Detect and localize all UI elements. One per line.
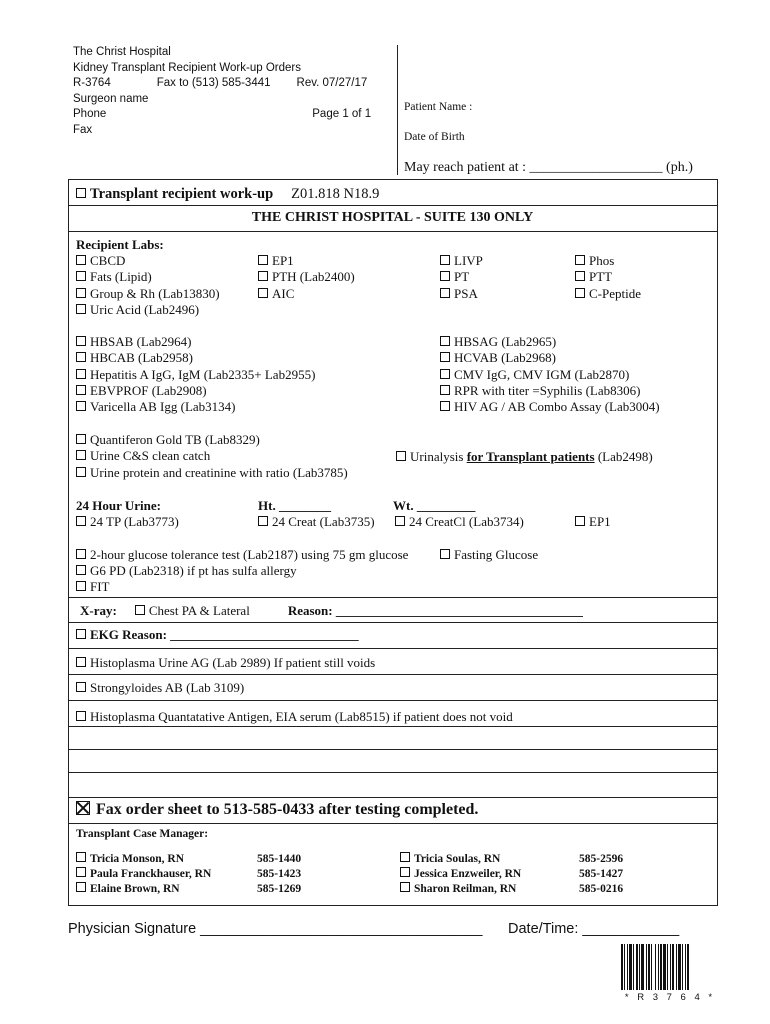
lab-label: CBCD: [90, 253, 126, 268]
dob-label[interactable]: Date of Birth: [404, 131, 465, 143]
date-time-field[interactable]: Date/Time: ____________: [508, 921, 680, 937]
list-item[interactable]: [76, 253, 220, 269]
labs-col-1: [76, 253, 220, 318]
row-divider: [68, 205, 717, 206]
lab-label: EP1: [589, 514, 611, 529]
lab-label: Urinalysis: [410, 449, 467, 464]
checkbox[interactable]: [396, 451, 406, 461]
lab-label: C-Peptide: [589, 285, 641, 301]
checkbox[interactable]: [76, 852, 86, 862]
lab-label: RPR with titer =Syphilis (Lab8306): [454, 382, 641, 398]
lab-label: PTH (Lab2400): [272, 269, 355, 285]
list-item[interactable]: [76, 302, 220, 318]
reach-patient-field[interactable]: May reach patient at : ___________________ (ph.): [404, 160, 693, 175]
barcode-bar: [667, 944, 668, 990]
checkbox[interactable]: [258, 516, 268, 526]
case-manager-left: [76, 852, 211, 897]
form-header: [73, 45, 371, 138]
ekg-row[interactable]: [76, 627, 359, 643]
lab-label: 24 Creat (Lab3735): [272, 514, 375, 529]
list-item[interactable]: [76, 383, 315, 399]
manager-phone: 585-2596: [579, 853, 624, 865]
checkbox[interactable]: [440, 336, 450, 346]
checkbox[interactable]: [400, 882, 410, 892]
checkbox[interactable]: [76, 549, 86, 559]
case-manager-right: [400, 852, 521, 897]
lab-label: AIC: [272, 285, 295, 301]
barcode-text: * R 3 7 6 4 *: [624, 992, 716, 1003]
list-item[interactable]: [440, 367, 660, 383]
lab-label: PSA: [454, 285, 478, 301]
suite-heading: THE CHRIST HOSPITAL - SUITE 130 ONLY: [251, 210, 534, 225]
serology-right: [440, 334, 660, 415]
list-item[interactable]: [258, 269, 355, 285]
checkbox[interactable]: [440, 255, 450, 265]
misc-labs: [76, 432, 348, 481]
physician-signature-field[interactable]: Physician Signature ___________________________________: [68, 921, 483, 937]
checkbox[interactable]: [76, 434, 86, 444]
list-item[interactable]: [395, 514, 524, 530]
row-divider: [68, 749, 717, 750]
checkbox[interactable]: [440, 549, 450, 559]
checkbox[interactable]: [575, 288, 585, 298]
lab-label: 2-hour glucose tolerance test (Lab2187) using 75 gm glucose: [90, 547, 409, 562]
lab-label: Strongyloides AB (Lab 3109): [90, 680, 245, 695]
lab-label-emphasis: for Transplant patients: [466, 449, 595, 464]
list-item[interactable]: [76, 399, 315, 415]
checkbox[interactable]: [135, 605, 145, 615]
ekg-label: EKG Reason:: [90, 627, 171, 642]
checkbox[interactable]: [76, 657, 86, 667]
row-divider: [68, 648, 717, 649]
barcode-bar: [648, 944, 650, 990]
list-item[interactable]: [575, 286, 641, 302]
list-item[interactable]: [76, 432, 348, 448]
barcode-bar: [621, 944, 623, 990]
xray-row: [80, 603, 583, 619]
form-number: R-3764: [73, 77, 111, 89]
checkbox[interactable]: [76, 581, 86, 591]
lab-label: CMV IgG, CMV IGM (Lab2870): [454, 366, 630, 382]
barcode-bar: [658, 944, 659, 990]
manager-phone: 585-1269: [257, 883, 302, 895]
checkbox[interactable]: [575, 255, 585, 265]
list-item[interactable]: [400, 882, 521, 897]
case-manager-left-phones: [257, 852, 301, 897]
checkbox[interactable]: [76, 188, 86, 198]
lab-label: Phos: [589, 253, 615, 268]
fax-label: Fax: [73, 123, 93, 136]
checkbox[interactable]: [395, 516, 405, 526]
checkbox[interactable]: [258, 288, 268, 298]
lab-label: G6 PD (Lab2318) if pt has sulfa allergy: [90, 563, 297, 578]
fax-order-label: Fax order sheet to 513-585-0433 after testing completed.: [96, 801, 479, 818]
checkbox[interactable]: [76, 516, 86, 526]
barcode-bar: [670, 944, 671, 990]
row-divider: [68, 674, 717, 675]
lab-label: Histoplasma Urine AG (Lab 2989) If patient still voids: [90, 655, 376, 670]
checkbox[interactable]: [76, 629, 86, 639]
list-item[interactable]: [76, 465, 348, 481]
list-item[interactable]: [76, 286, 220, 302]
checkbox[interactable]: [76, 565, 86, 575]
list-item[interactable]: [440, 399, 660, 415]
list-item[interactable]: [76, 547, 408, 563]
form-title: Kidney Transplant Recipient Work-up Orders: [73, 61, 301, 74]
labs-col-4: [575, 253, 641, 302]
barcode-bar: [636, 944, 638, 990]
checkbox[interactable]: [76, 385, 86, 395]
labs-col-3: [440, 253, 483, 302]
lab-label: Urine protein and creatinine with ratio (Lab3785): [90, 464, 348, 480]
list-item[interactable]: [258, 253, 355, 269]
row-divider: [68, 700, 717, 701]
fax-order-row[interactable]: [76, 801, 478, 819]
barcode-bar: [639, 944, 640, 990]
hospital-name: The Christ Hospital: [73, 46, 171, 58]
lab-label: HCVAB (Lab2968): [454, 350, 556, 366]
lab-label: Group & Rh (Lab13830): [90, 285, 220, 301]
list-item[interactable]: [400, 852, 521, 867]
lab-label: 24 TP (Lab3773): [90, 514, 179, 529]
list-item[interactable]: [400, 867, 521, 882]
xray-reason-field[interactable]: Reason: ______________________________________: [287, 603, 583, 618]
list-item[interactable]: [76, 882, 211, 897]
manager-name: Tricia Soulas, RN: [414, 853, 501, 865]
list-item[interactable]: [76, 334, 315, 350]
ekg-reason-field[interactable]: _____________________________: [170, 627, 359, 642]
lab-label: PTT: [589, 269, 613, 285]
manager-name: Sharon Reilman, RN: [414, 883, 517, 895]
lab-label: LIVP: [454, 253, 483, 268]
checkbox[interactable]: [575, 516, 585, 526]
lab-label: Fasting Glucose: [454, 547, 539, 562]
list-item[interactable]: [440, 383, 660, 399]
barcode-bar: [676, 944, 677, 990]
barcode-bar: [663, 944, 666, 990]
patient-name-label[interactable]: Patient Name :: [404, 101, 473, 113]
barcode-bar: [660, 944, 662, 990]
urinalysis-item[interactable]: [396, 449, 653, 465]
lab-label: EP1: [272, 253, 294, 268]
checkbox[interactable]: [575, 271, 585, 281]
list-item[interactable]: [258, 286, 355, 302]
checkbox[interactable]: [440, 352, 450, 362]
case-manager-right-phones: [579, 852, 623, 897]
barcode-bar: [646, 944, 647, 990]
barcode-bar: [624, 944, 625, 990]
row-divider: [68, 823, 717, 824]
row-divider: [68, 622, 717, 623]
phone-row: [73, 107, 371, 123]
list-item[interactable]: [76, 709, 513, 725]
lab-label: Hepatitis A IgG, IgM (Lab2335+ Lab2955): [90, 366, 316, 382]
lab-label: Urine C&S clean catch: [90, 448, 211, 464]
list-item[interactable]: [76, 680, 244, 696]
row-divider: [68, 231, 717, 232]
page-number: Page 1 of 1: [312, 108, 372, 120]
barcode-bar: [655, 944, 656, 990]
case-manager-heading: Transplant Case Manager:: [76, 828, 209, 840]
checkbox[interactable]: [76, 336, 86, 346]
manager-name: Paula Franckhauser, RN: [90, 868, 212, 880]
lab-label: PT: [454, 269, 470, 285]
checkbox[interactable]: [76, 288, 86, 298]
checkbox[interactable]: [76, 467, 86, 477]
manager-phone: 585-1423: [257, 868, 302, 880]
checkbox[interactable]: [76, 711, 86, 721]
lab-label: Fats (Lipid): [90, 269, 152, 285]
lab-label: EBVPROF (Lab2908): [90, 382, 207, 398]
lab-label: HBSAB (Lab2964): [90, 334, 192, 349]
list-item[interactable]: [76, 269, 220, 285]
row-divider: [68, 726, 717, 727]
list-item[interactable]: [76, 514, 179, 530]
list-item[interactable]: [440, 350, 660, 366]
barcode-bar: [672, 944, 674, 990]
lab-label: Varicella AB Igg (Lab3134): [90, 399, 236, 415]
lab-label: Uric Acid (Lab2496): [90, 301, 200, 317]
manager-name: Tricia Monson, RN: [90, 853, 185, 865]
barcode-bar: [627, 944, 628, 990]
list-item[interactable]: [575, 269, 641, 285]
phone-label: Phone: [73, 108, 107, 120]
height-field[interactable]: Ht. ________: [258, 498, 331, 513]
checkbox[interactable]: [440, 385, 450, 395]
list-item[interactable]: [76, 655, 375, 671]
surgeon-name-label: Surgeon name: [73, 92, 149, 105]
list-item[interactable]: [575, 514, 611, 530]
fax-number: Fax to (513) 585-3441: [156, 77, 271, 89]
manager-phone: 585-1440: [257, 853, 302, 865]
list-item[interactable]: [76, 579, 110, 595]
checkbox[interactable]: [76, 867, 86, 877]
lab-label: FIT: [90, 579, 110, 594]
barcode-bar: [687, 944, 689, 990]
lab-label: Histoplasma Quantatative Antigen, EIA serum (Lab8515) if patient does not void: [90, 709, 513, 724]
lab-label: (Lab2498): [594, 449, 653, 464]
checkbox[interactable]: [76, 271, 86, 281]
checkbox[interactable]: [400, 852, 410, 862]
list-item[interactable]: [76, 350, 315, 366]
labs-heading: Recipient Labs:: [76, 237, 164, 252]
checkbox[interactable]: [76, 682, 86, 692]
list-item[interactable]: [76, 448, 348, 464]
row-divider: [68, 597, 717, 598]
revision: Rev. 07/27/17: [296, 77, 368, 89]
lab-label: HIV AG / AB Combo Assay (Lab3004): [454, 399, 660, 415]
checked-checkbox[interactable]: [76, 801, 90, 815]
xray-label: X-ray:: [80, 603, 117, 618]
labs-col-2: [258, 253, 355, 302]
row-divider: [68, 772, 717, 773]
list-item[interactable]: [76, 563, 297, 579]
form-number-row: [73, 76, 371, 92]
checkbox[interactable]: [440, 288, 450, 298]
checkbox[interactable]: [76, 369, 86, 379]
list-item[interactable]: [440, 286, 483, 302]
diagnosis-codes: Z01.818 N18.9: [291, 186, 380, 202]
checkbox[interactable]: [76, 450, 86, 460]
barcode-bar: [633, 944, 634, 990]
chest-xray-label: Chest PA & Lateral: [148, 603, 250, 618]
barcode-bar: [685, 944, 686, 990]
checkbox[interactable]: [76, 401, 86, 411]
checkbox[interactable]: [76, 304, 86, 314]
workup-row[interactable]: [76, 186, 379, 202]
list-item[interactable]: [440, 547, 538, 563]
barcode-icon: [621, 944, 719, 990]
list-item[interactable]: [440, 334, 660, 350]
lab-label: Quantiferon Gold TB (Lab8329): [90, 432, 260, 447]
barcode-bar: [682, 944, 683, 990]
barcode-bar: [678, 944, 681, 990]
checkbox[interactable]: [76, 352, 86, 362]
urine24-heading: 24 Hour Urine:: [76, 498, 161, 513]
barcode-bar: [629, 944, 632, 990]
lab-label: HBCAB (Lab2958): [90, 350, 193, 366]
checkbox[interactable]: [76, 882, 86, 892]
workup-label: Transplant recipient work-up: [90, 186, 274, 202]
manager-phone: 585-1427: [579, 868, 624, 880]
list-item[interactable]: [76, 852, 211, 867]
barcode-bar: [641, 944, 644, 990]
checkbox[interactable]: [76, 255, 86, 265]
checkbox[interactable]: [440, 401, 450, 411]
lab-label: 24 CreatCl (Lab3734): [409, 514, 524, 529]
serology-left: [76, 334, 315, 415]
manager-name: Jessica Enzweiler, RN: [414, 868, 522, 880]
list-item[interactable]: [575, 253, 641, 269]
checkbox[interactable]: [400, 867, 410, 877]
lab-label: HBSAG (Lab2965): [454, 334, 557, 349]
checkbox[interactable]: [258, 271, 268, 281]
list-item[interactable]: [440, 253, 483, 269]
header-divider: [397, 45, 398, 175]
list-item[interactable]: [258, 514, 375, 530]
checkbox[interactable]: [258, 255, 268, 265]
weight-field[interactable]: Wt. _________: [393, 498, 476, 513]
manager-name: Elaine Brown, RN: [90, 883, 180, 895]
checkbox[interactable]: [440, 271, 450, 281]
manager-phone: 585-0216: [579, 883, 624, 895]
list-item[interactable]: [76, 367, 315, 383]
checkbox[interactable]: [440, 369, 450, 379]
row-divider: [68, 797, 717, 798]
list-item[interactable]: [76, 867, 211, 882]
list-item[interactable]: [440, 269, 483, 285]
barcode-bar: [651, 944, 652, 990]
